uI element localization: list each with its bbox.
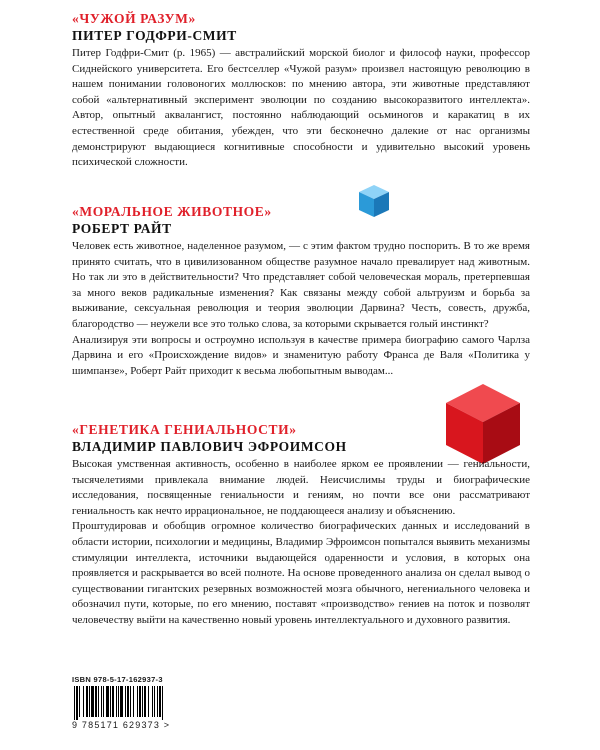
book-description: Проштудировав и обобщив огромное количество биографических данных и исследований в области истории, психологии и медицины, Владимир Эфроимсон попытался выявить механизмы стимуляции интеллекта, источники выдающейся одаренности и условия, в которых она проявляется и раскрывается во всей полноте. На основе проведенного анализа он сделал вывод о существовании гигантских резервных возможностей мозга обычного, негениального человека и обозначил пути, которые, по его мнению, поставят «производство» гениев на поток и позволят человечеству выйти на качественно новый уровень интеллектуального и духовного развития. xyxy=(72,520,530,626)
book-block-genetics-of-genius xyxy=(72,421,530,629)
book-block-moral-animal xyxy=(72,203,530,379)
book-description: Человек есть животное, наделенное разумом, — с этим фактом трудно поспорить. В то же время принято считать, что в цивилизованном обществе разумное начало превалирует над животным. Но так ли это в действительности? Что представляет собой человеческая мораль, претерпевшая за много веков радикальные изменения? Как связаны между собой альтруизм и борьба за выживание, сексуальная революция и теория эволюции Дарвина? Честь, совесть, дружба, благородство — неужели все это только слова, за которыми скрывается голый инстинкт? xyxy=(72,240,530,330)
book-description: Высокая умственная активность, особенно в наиболее ярком ее проявлении — гениальности, тысячелетиями привлекала внимание людей. Неисчислимы труды и биографические исследования, посвященные гениальности и гениям, но почти все они рассматривают гениальность как нечто иррациональное, не поддающееся анализу и объяснению. xyxy=(72,458,530,517)
book-author: РОБЕРТ РАЙТ xyxy=(72,221,172,236)
barcode-digits: 9 785171 629373 > xyxy=(72,720,171,730)
barcode xyxy=(72,686,204,720)
book-author: ПИТЕР ГОДФРИ-СМИТ xyxy=(72,28,237,43)
isbn-number: ISBN 978-5-17-162937-3 xyxy=(72,675,163,684)
book-block-alien-mind xyxy=(72,10,530,171)
book-description: Анализируя эти вопросы и остроумно используя в качестве примера биографию самого Чарлза Дарвина и его «Происхождение видов» и знаменитую работу Франса де Валя «Политика у шимпанзе», Роберт Райт приходит к весьма любопытным выводам... xyxy=(72,333,530,377)
book-title: «ГЕНЕТИКА ГЕНИАЛЬНОСТИ» xyxy=(72,422,297,437)
book-title: «ЧУЖОЙ РАЗУМ» xyxy=(72,11,196,26)
book-description: Питер Годфри-Смит (р. 1965) — австралийский морской биолог и философ науки, профессор Сиднейского университета. Его бестселлер «Чужой разум» произвел настоящую революцию в нашем понимании головоногих моллюсков: по мнению автора, эти животные представляют собой «альтернативный эксперимент эволюции по созданию высокоразвитого интеллекта». Автор, опытный аквалангист, постоянно наблюдающий осьминогов и каракатиц в их естественной среде обитания, убежден, что эти бесконечно далекие от нас организмы демонстрируют выдающиеся когнитивные способности и удивительно высокий уровень психической сложности. xyxy=(72,47,530,169)
book-author: ВЛАДИМИР ПАВЛОВИЧ ЭФРОИМСОН xyxy=(72,439,347,454)
book-title: «МОРАЛЬНОЕ ЖИВОТНОЕ» xyxy=(72,204,272,219)
isbn-barcode-block xyxy=(72,675,204,731)
